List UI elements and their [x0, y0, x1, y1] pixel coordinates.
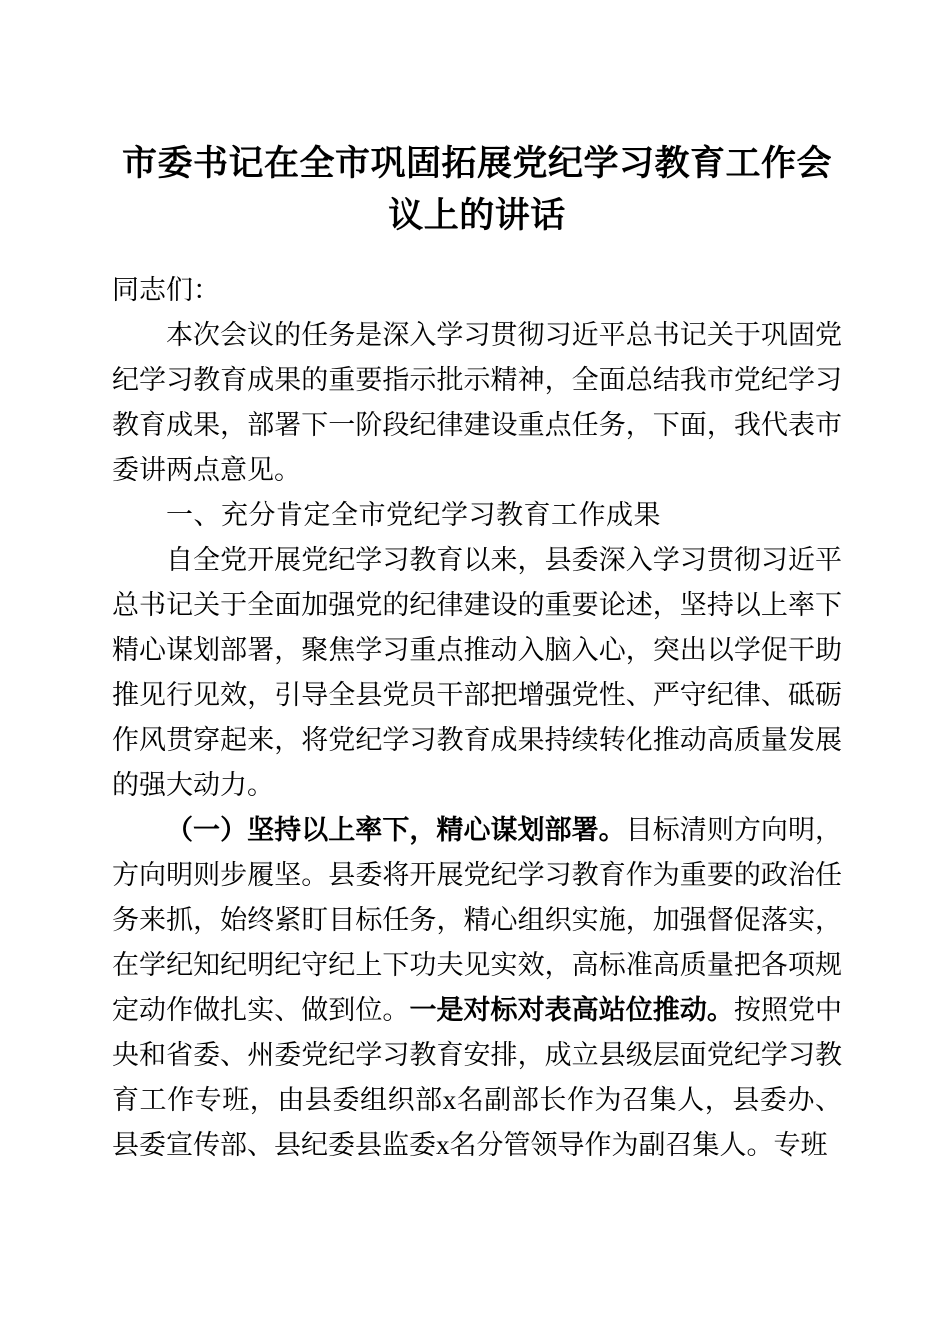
text-run: 自全党开展党纪学习教育以来，县委深入学习贯彻习近平总书记关于全面加强党的纪律建设的重要论述，坚持以上率下精心谋划部署，聚焦学习重点推动入脑入心，突出以学促干助推见行见效，引导全县党员干部把增强党性、严守纪律、砥砺作风贯穿起来，将党纪学习教育成果持续转化推动高质量发展的强大动力。 [112, 545, 842, 800]
section-heading [112, 493, 842, 538]
document-title: 市委书记在全市巩固拓展党纪学习教育工作会议上的讲话 [121, 144, 832, 235]
emphasis-run: （一）坚持以上率下，精心谋划部署。 [166, 815, 626, 845]
emphasis-run: 一是对标对表高站位推动。 [409, 995, 734, 1025]
text-run: 按照党中央和省委、州委党纪学习教育安排，成立县级层面党纪学习教育工作专班，由县委组织部x名副部长作为召集人，县委办、县委宣传部、县纪委县监委x名分管领导作为副召集人。专班 [112, 995, 843, 1160]
text-run: 一、充分肯定全市党纪学习教育工作成果 [166, 500, 661, 530]
paragraph [112, 538, 842, 808]
text-run: 本次会议的任务是深入学习贯彻习近平总书记关于巩固党纪学习教育成果的重要指示批示精神，全面总结我市党纪学习教育成果，部署下一阶段纪律建设重点任务，下面，我代表市委讲两点意见。 [112, 320, 842, 485]
document-body [112, 268, 842, 1168]
salutation [112, 268, 842, 313]
paragraph [112, 808, 842, 1168]
text-run: 目标清则方向明，方向明则步履坚。县委将开展党纪学习教育作为重要的政治任务来抓，始终紧盯目标任务，精心组织实施，加强督促落实，在学纪知纪明纪守纪上下功夫见实效，高标准高质量把各项规定动作做扎实、做到位。 [112, 815, 843, 1025]
paragraph [112, 313, 842, 493]
text-run: 同志们： [112, 275, 220, 305]
